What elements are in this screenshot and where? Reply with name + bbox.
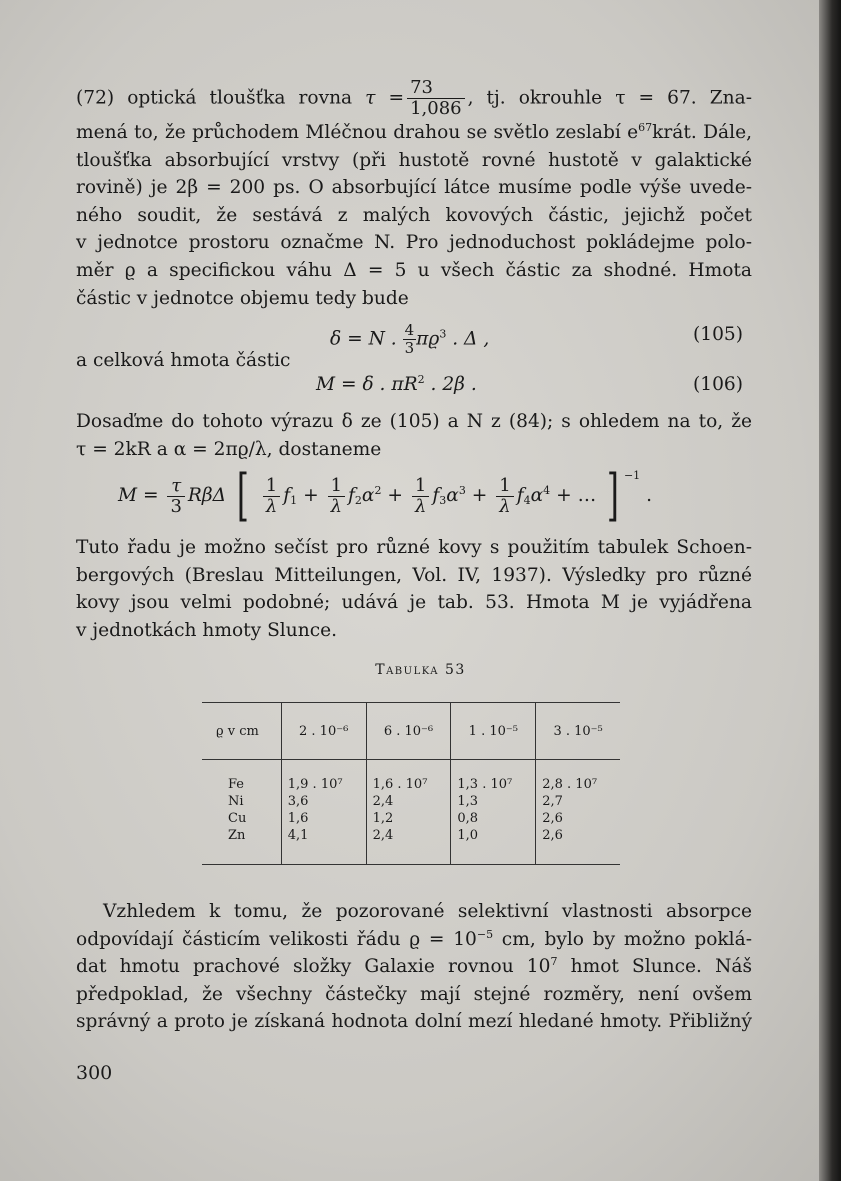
book-spine-shadow (819, 0, 841, 1181)
equation-mass-series: M = $\frac{\tau}{3}$ RβΔ [ $\frac{1}{\lambda}$ $f_1$ + $\frac{1}{\lambda}$ $f_2\alpha^2$ + $\frac{1}{\lambda}$ $f_3\alpha^3$ + $\frac{1}{\lambda}$ $f_4\alpha^4$ + … ] $^{-1}$ . (118, 463, 653, 528)
text-line: částic v jednotce objemu tedy bude (76, 287, 409, 309)
text-line: v jednotkách hmoty Slunce. (76, 619, 338, 641)
text-line: bergových (Breslau Mitteilungen, Vol. IV, 1937). Výsledky pro různé (76, 564, 752, 586)
table-cell: 2,8 . 10⁷ (536, 776, 620, 793)
paragraph-2: a celková hmota částic (76, 350, 291, 371)
page-number: 300 (76, 1062, 113, 1084)
table-cell: 1,3 . 10⁷ (451, 776, 536, 793)
equation-106: M = δ . $\pi R^2$ . 2β . (316, 373, 477, 395)
table-cell: 2,4 (366, 793, 451, 810)
table-cell: Cu (228, 811, 247, 826)
text-line: Vzhledem k tomu, že pozorované selektivní vlastnosti absorpce (103, 901, 752, 922)
table-cell: 2,6 (536, 810, 620, 827)
text-line: mená to, že průchodem Mléčnou drahou se světlo zeslabí $e^{67}krát$. Dále, (76, 121, 752, 143)
paragraph-4 (76, 534, 752, 644)
table-cell: 1,6 (281, 810, 366, 827)
table-cell: 2,4 (366, 827, 451, 865)
table-row (202, 827, 620, 865)
table-header-row (202, 703, 620, 760)
table-cell: 2,6 (536, 827, 620, 865)
text-line: kovy jsou velmi podobné; udává je tab. 53. Hmota M je vyjádřena (76, 592, 752, 614)
table-cell: 1,3 (451, 793, 536, 810)
text-line: v jednotce prostoru označme N. Pro jednoduchost pokládejme polo- (76, 232, 752, 254)
table-cell: 1,0 (451, 827, 536, 865)
text-line: τ = 2kR a α = 2πϱ/λ, dostaneme (76, 438, 382, 460)
text-line: tloušťka absorbující vrstvy (při hustotě rovné hustotě v galaktické (76, 149, 752, 171)
fraction-73-over-1086: $\frac{73}{1,086}$ (407, 78, 465, 119)
table-cell: 3,6 (281, 793, 366, 810)
text-line: rovině) je 2β = 200 ps. O absorbující látce musíme podle výše uvede- (76, 177, 752, 199)
table-cell: 1,6 . 10⁷ (366, 776, 451, 793)
table-row (202, 810, 620, 827)
paragraph-1 (76, 78, 752, 312)
text-line: správný a proto je získaná hodnota dolní mezí hledané hmoty. Přibližný (76, 1011, 752, 1033)
header-cell: 2 . 10⁻⁶ (281, 703, 366, 760)
table-cell: Zn (228, 828, 246, 843)
table-cell: Fe (228, 777, 245, 792)
table-cell: 0,8 (451, 810, 536, 827)
equation-number-106: (106) (693, 374, 743, 395)
text-line: měr ϱ a specifickou váhu Δ = 5 u všech částic za shodné. Hmota (76, 259, 752, 281)
table-cell: 4,1 (281, 827, 366, 865)
header-cell: 1 . 10⁻⁵ (451, 703, 536, 760)
table-row (202, 776, 620, 793)
equation-105: δ = N . $\frac{4}{3}$ $\pi ϱ^3$ . Δ , (330, 321, 490, 357)
text-line: ného soudit, že sestává z malých kovových částic, jejichž počet (76, 204, 752, 226)
text-line: (72) optická tloušťka rovna τ = $\frac{73}{1,086}$ , tj. okrouhle τ = 67. Zna- (76, 77, 752, 119)
table-cell: 1,2 (366, 810, 451, 827)
table-cell: 1,9 . 10⁷ (281, 776, 366, 793)
paragraph-3 (76, 408, 752, 463)
text-line: Tuto řadu je možno sečíst pro různé kovy s použitím tabulek Schoen- (76, 537, 752, 558)
equation-number-105: (105) (693, 324, 743, 345)
text-line: odpovídají částicím velikosti řádu $ϱ = 10^{-5}$ cm, bylo by možno poklá- (76, 927, 752, 950)
table-cell: Ni (228, 794, 244, 809)
header-cell: 6 . 10⁻⁶ (366, 703, 451, 760)
text-line: dat hmotu prachové složky Galaxie rovnou $10^7$ hmot Slunce. Náš (76, 955, 752, 978)
header-cell: 3 . 10⁻⁵ (536, 703, 620, 760)
table-caption: Tabulka 53 (375, 662, 466, 678)
text-line: předpoklad, že všechny částečky mají stejné rozměry, není ovšem (76, 983, 752, 1005)
table-row (202, 793, 620, 810)
header-cell: ϱ v cm (202, 703, 281, 760)
table-cell: 2,7 (536, 793, 620, 810)
text-line: Dosaďme do tohoto výrazu δ ze (105) a N z (84); s ohledem na to, že (76, 411, 752, 432)
paragraph-5 (76, 898, 752, 1036)
table-53 (202, 702, 620, 865)
